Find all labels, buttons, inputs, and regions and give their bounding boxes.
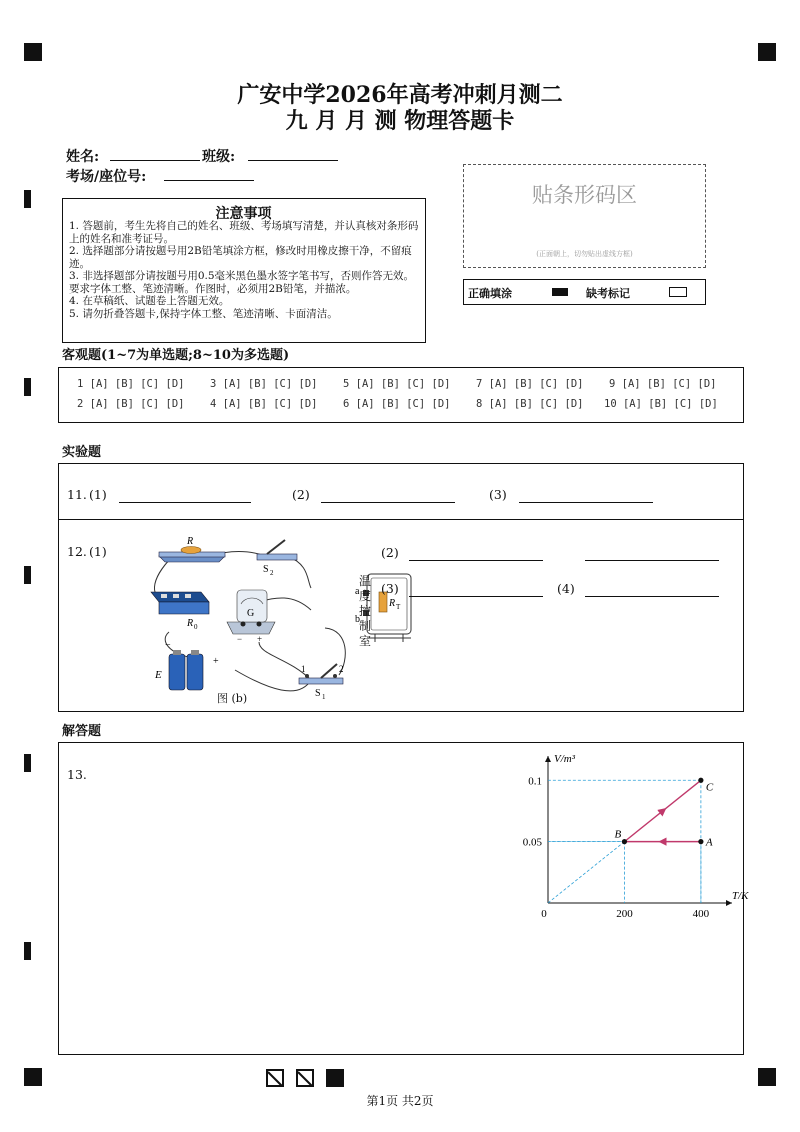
q12-part3-answer[interactable] — [409, 596, 543, 597]
choice-q4[interactable]: 4 [A] [B] [C] [D] — [210, 398, 318, 410]
label-rt: R — [389, 598, 396, 609]
solution-heading: 解答题 — [62, 724, 102, 739]
footer-box-crossed-1 — [266, 1069, 284, 1087]
q12-part2-answer-a[interactable] — [409, 560, 543, 561]
corner-mark-bottom-left — [24, 1068, 42, 1086]
corner-mark-top-right — [758, 43, 776, 61]
notice-item: 3. 非选择题部分请按题号用0.5毫米黑色墨水签字笔书写，否则作答无效。要求字体工整、笔迹清晰。作图时，必须用2B铅笔，并描浓。 — [69, 270, 415, 295]
figure-caption: 图 (b) — [217, 692, 248, 705]
choice-q7[interactable]: 7 [A] [B] [C] [D] — [476, 378, 584, 390]
q12-part4-answer[interactable] — [585, 596, 719, 597]
q12-box — [58, 519, 744, 712]
name-field[interactable] — [110, 160, 200, 161]
label-s2-sub: 2 — [270, 569, 274, 577]
choice-q3[interactable]: 3 [A] [B] [C] [D] — [210, 378, 318, 390]
label-b: b — [355, 614, 360, 625]
footer-box-crossed-2 — [296, 1069, 314, 1087]
footer-box-filled — [326, 1069, 344, 1087]
notice-box — [62, 198, 426, 343]
x-tick-label: 400 — [692, 908, 710, 920]
x-axis-label: T/K — [732, 890, 749, 902]
page-number: 第1页 共2页 — [366, 1094, 434, 1108]
label-g-minus: − — [237, 634, 243, 644]
fill-legend — [463, 279, 706, 305]
timing-mark — [24, 942, 31, 960]
choice-q10[interactable]: 10 [A] [B] [C] [D] — [604, 398, 718, 410]
q12-part2-answer-b[interactable] — [585, 560, 719, 561]
label-a: a — [355, 586, 360, 597]
choice-q5[interactable]: 5 [A] [B] [C] [D] — [343, 378, 451, 390]
y-tick-label: 0.1 — [528, 775, 542, 788]
class-field[interactable] — [248, 160, 338, 161]
label-battery-plus: + — [213, 656, 219, 667]
y-tick-label: 0.05 — [522, 836, 542, 849]
objective-heading: 客观题(1~7为单选题;8~10为多选题) — [62, 348, 290, 363]
absent-mark-box[interactable] — [669, 287, 687, 297]
cross-icon — [268, 1072, 282, 1086]
q11-part1-label: (1) — [89, 487, 107, 502]
notice-item: 4. 在草稿纸、试题卷上答题无效。 — [69, 295, 230, 307]
q11-part2-answer[interactable] — [321, 502, 455, 503]
label-rt-sub: T — [396, 603, 401, 611]
barcode-hint: (正面朝上，切勿贴出虚线方框) — [536, 250, 633, 258]
label-s1: S — [315, 688, 321, 699]
resistor-r — [159, 547, 225, 563]
label-g: G — [247, 608, 255, 619]
absent-mark-label: 缺考标记 — [586, 287, 630, 300]
series-line — [548, 842, 624, 903]
notice-item: 2. 选择题部分请按题号用2B铅笔填涂方框，修改时用橡皮擦干净，不留痕迹。 — [69, 245, 412, 270]
corner-mark-bottom-right — [758, 1068, 776, 1086]
choice-q2[interactable]: 2 [A] [B] [C] [D] — [77, 398, 185, 410]
timing-mark — [24, 754, 31, 772]
notice-list — [69, 220, 421, 320]
q12-part3-label: (3) — [381, 581, 399, 596]
name-label: 姓名: — [66, 149, 100, 165]
q11-part2-label: (2) — [292, 487, 310, 502]
q13-number: 13. — [67, 767, 87, 782]
q12-part4-label: (4) — [557, 581, 575, 596]
class-label: 班级: — [202, 149, 236, 165]
correct-fill-sample — [552, 288, 568, 296]
origin-label: 0 — [541, 908, 547, 920]
cross-icon — [298, 1072, 312, 1086]
barcode-title: 贴条形码区 — [532, 183, 637, 207]
timing-mark — [24, 378, 31, 396]
label-r0-sub: 0 — [194, 623, 198, 631]
vt-chart — [500, 748, 749, 923]
label-s1-sub: 1 — [322, 693, 326, 701]
switch-s2 — [257, 540, 297, 560]
timing-mark — [24, 566, 31, 584]
choice-q1[interactable]: 1 [A] [B] [C] [D] — [77, 378, 185, 390]
choice-q9[interactable]: 9 [A] [B] [C] [D] — [609, 378, 717, 390]
label-r: R — [187, 536, 194, 547]
correct-fill-label: 正确填涂 — [468, 287, 512, 300]
label-r0: R — [187, 618, 194, 629]
notice-item: 5. 请勿折叠答题卡,保持字体工整、笔迹清晰、卡面清洁。 — [69, 307, 338, 320]
label-s1-2: 2 — [339, 664, 344, 674]
page-subtitle: 九 月 月 测 物理答题卡 — [285, 108, 515, 134]
rheostat-r0 — [151, 592, 209, 614]
circuit-wire — [259, 642, 311, 680]
page-title: 广安中学2026年高考冲刺月测二 — [237, 82, 563, 108]
seat-field[interactable] — [164, 180, 254, 181]
timing-mark — [24, 190, 31, 208]
label-s1-1: 1 — [301, 664, 306, 674]
choice-q8[interactable]: 8 [A] [B] [C] [D] — [476, 398, 584, 410]
direction-arrow — [661, 810, 664, 812]
circuit-wire — [287, 556, 311, 588]
data-point — [698, 839, 703, 844]
label-e: E — [155, 669, 162, 681]
point-label: B — [614, 828, 622, 841]
q12-part1-label: (1) — [89, 544, 107, 559]
barcode-area[interactable] — [463, 164, 706, 268]
point-label: A — [705, 836, 713, 849]
q11-number: 11. — [67, 487, 87, 502]
experiment-heading: 实验题 — [62, 445, 102, 460]
seat-label: 考场/座位号: — [66, 169, 147, 185]
q11-box — [58, 463, 744, 520]
objective-answer-box — [58, 367, 744, 423]
label-g-plus: + — [257, 634, 263, 644]
chamber-label: 温度控制室 — [359, 574, 372, 648]
choice-q6[interactable]: 6 [A] [B] [C] [D] — [343, 398, 451, 410]
q11-part3-label: (3) — [489, 487, 507, 502]
data-point — [622, 839, 627, 844]
x-tick-label: 200 — [616, 908, 633, 920]
q11-part1-answer[interactable] — [119, 502, 251, 503]
corner-mark-top-left — [24, 43, 42, 61]
point-label: C — [705, 781, 714, 794]
q12-part2-label: (2) — [381, 545, 399, 560]
notice-item: 1. 答题前，考生先将自己的姓名、班级、考场填写清楚，并认真核对条形码上的姓名和准考证号。 — [69, 220, 419, 245]
notice-title: 注意事项 — [215, 206, 272, 222]
label-s2: S — [263, 564, 269, 575]
switch-s1 — [299, 664, 343, 684]
y-axis-label: V/m³ — [554, 753, 576, 765]
data-point — [698, 778, 703, 783]
q12-number: 12. — [67, 544, 87, 559]
q11-part3-answer[interactable] — [519, 502, 653, 503]
label-battery-minus: − — [165, 640, 171, 651]
